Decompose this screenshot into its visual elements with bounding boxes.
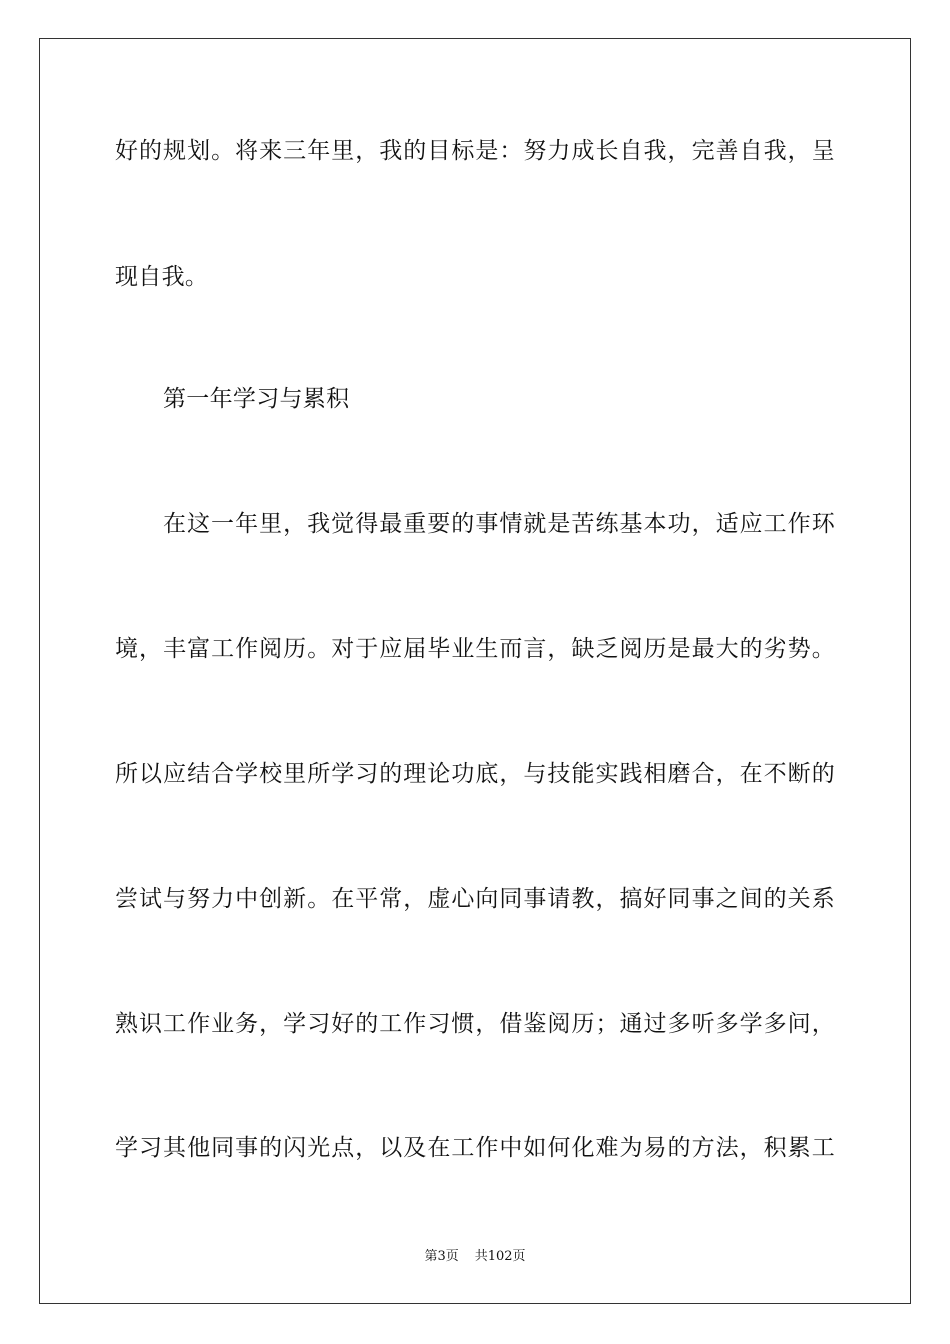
page-number: 第3页	[424, 1249, 459, 1264]
body-text-line-2: 现自我。	[115, 264, 209, 290]
page-total: 共102页	[474, 1249, 526, 1264]
page-border	[39, 38, 911, 1304]
body-text-line-8: 学习其他同事的闪光点，以及在工作中如何化难为易的方法，积累工	[115, 1135, 835, 1161]
body-text-line-7: 熟识工作业务，学习好的工作习惯，借鉴阅历；通过多听多学多问，	[115, 1011, 835, 1037]
body-text-line-4: 境，丰富工作阅历。对于应届毕业生而言，缺乏阅历是最大的劣势。	[115, 636, 835, 662]
body-text-line-5: 所以应结合学校里所学习的理论功底，与技能实践相磨合，在不断的	[115, 761, 835, 787]
body-text-line-1: 好的规划。将来三年里，我的目标是：努力成长自我，完善自我，呈	[115, 138, 835, 164]
page-footer	[0, 1248, 950, 1266]
section-heading: 第一年学习与累积	[163, 386, 350, 412]
body-text-line-6: 尝试与努力中创新。在平常，虚心向同事请教，搞好同事之间的关系	[115, 886, 835, 912]
body-text-line-3: 在这一年里，我觉得最重要的事情就是苦练基本功，适应工作环	[163, 511, 835, 537]
